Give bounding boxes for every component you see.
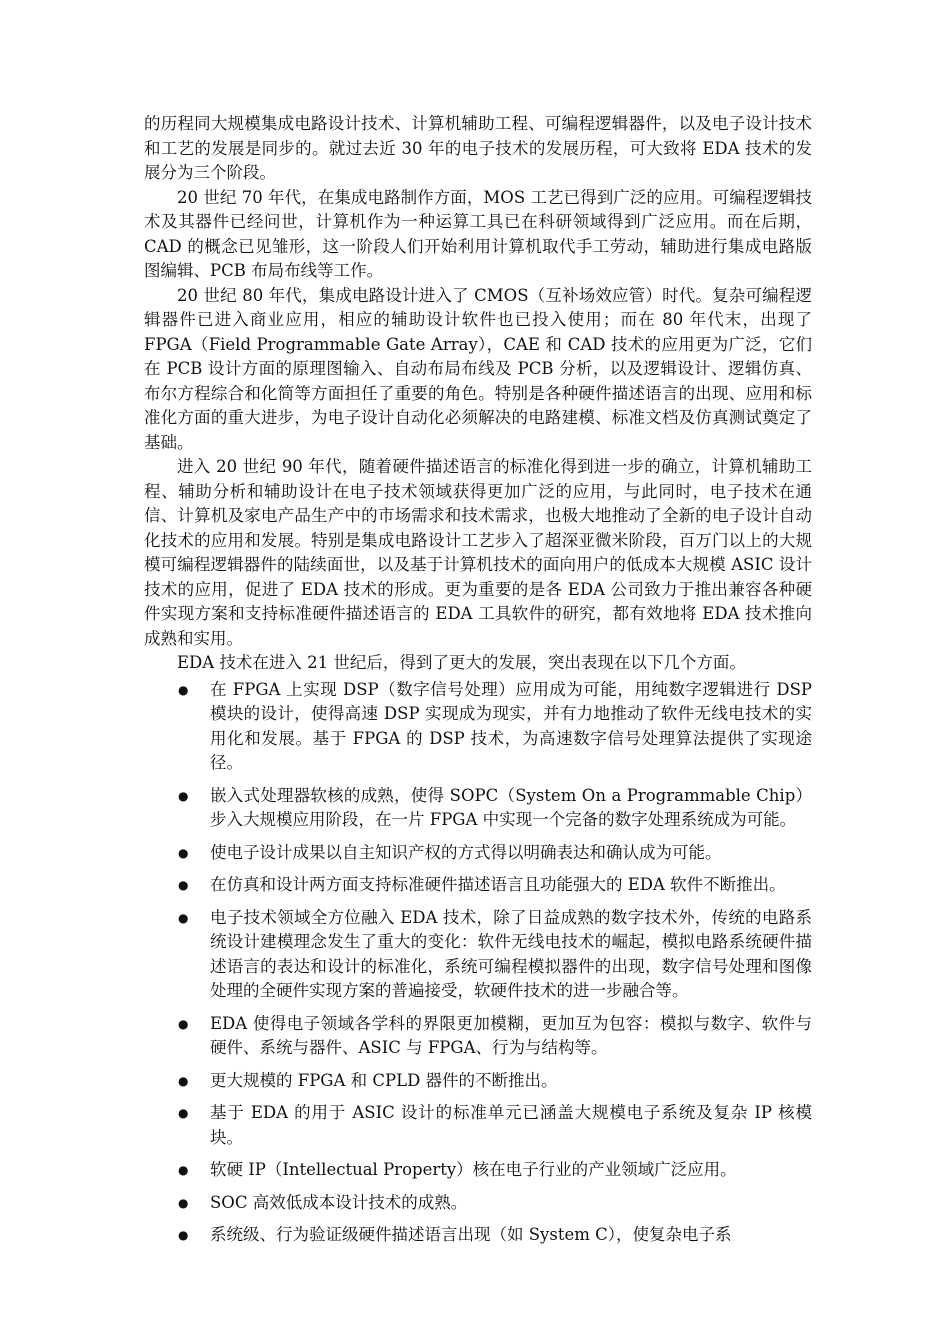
list-item [144, 1158, 812, 1183]
list-item-text: 软硬 IP（Intellectual Property）核在电子行业的产业领域广泛应用。 [210, 1160, 737, 1179]
list-item [144, 873, 812, 898]
paragraph-5: EDA 技术在进入 21 世纪后，得到了更大的发展，突出表现在以下几个方面。 [177, 653, 746, 672]
bullet-icon: ● [178, 1195, 189, 1210]
paragraph-1: 的历程同大规模集成电路设计技术、计算机辅助工程、可编程逻辑器件，以及电子设计技术和工艺的发展是同步的。就过去近 30 年的电子技术的发展历程，可大致将 EDA 技术的发展分为三个阶段。 [144, 114, 812, 182]
list-item-text: 基于 EDA 的用于 ASIC 设计的标准单元已涵盖大规模电子系统及复杂 IP 核模块。 [210, 1103, 812, 1147]
list-item [144, 906, 812, 1004]
bullet-list [144, 678, 812, 1248]
bullet-icon: ● [178, 878, 189, 892]
list-item [144, 784, 812, 833]
list-item [144, 841, 812, 866]
bullet-icon: ● [178, 1073, 189, 1088]
list-item [144, 678, 812, 776]
list-item-text: 嵌入式处理器软核的成熟，使得 SOPC（System On a Programmable Chip）步入大规模应用阶段，在一片 FPGA 中实现一个完备的数字处理系统成为可能。 [210, 785, 812, 829]
list-item [144, 1069, 812, 1094]
bullet-icon: ● [178, 1016, 189, 1031]
paragraph-2: 20 世纪 70 年代，在集成电路制作方面，MOS 工艺已得到广泛的应用。可编程逻辑技术及其器件已经问世，计算机作为一种运算工具已在科研领域得到广泛应用。而在后期，CAD 的概念已见雏形，这一阶段人们开始利用计算机取代手工劳动，辅助进行集成电路版图编辑、PCB 布局布线等工作。 [144, 187, 812, 280]
paragraph-4: 进入 20 世纪 90 年代，随着硬件描述语言的标准化得到进一步的确立，计算机辅助工程、辅助分析和辅助设计在电子技术领域获得更加广泛的应用，与此同时，电子技术在通信、计算机及家电产品生产中的市场需求和技术需求，也极大地推动了全新的电子设计自动化技术的应用和发展。特别是集成电路设计工艺步入了超深亚微米阶段，百万门以上的大规模可编程逻辑器件的陆续面世，以及基于计算机技术的面向用户的低成本大规模 ASIC 设计技术的应用，促进了 EDA 技术的形成。更为重要的是各 EDA 公司致力于推出兼容各种硬件实现方案和支持标准硬件描述语言的 EDA 工具软件的研究，都有效地将 EDA 技术推向成熟和实用。 [144, 457, 812, 648]
bullet-icon: ● [178, 682, 189, 697]
list-item [144, 1223, 812, 1248]
list-item-text: 在 FPGA 上实现 DSP（数字信号处理）应用成为可能，用纯数字逻辑进行 DSP 模块的设计，使得高速 DSP 实现成为现实，并有力地推动了软件无线电技术的实用化和发展。基于 FPGA 的 DSP 技术，为高速数字信号处理算法提供了实现途径。 [210, 679, 812, 772]
bullet-icon: ● [178, 1228, 189, 1242]
list-item [144, 1191, 812, 1216]
list-item-text: SOC 高效低成本设计技术的成熟。 [210, 1192, 468, 1212]
paragraph-3: 20 世纪 80 年代，集成电路设计进入了 CMOS（互补场效应管）时代。复杂可编程逻辑器件已进入商业应用，相应的辅助设计软件也已投入使用；而在 80 年代末，出现了 FPGA（Field Programmable Gate Array），CAE 和 CAD 技术的应用更为广泛，它们在 PCB 设计方面的原理图输入、自动布局布线及 PCB 分析，以及逻辑设计、逻辑仿真、布尔方程综合和化简等方面担任了重要的角色。特别是各种硬件描述语言的出现、应用和标准化方面的重大进步，为电子设计自动化必须解决的电路建模、标准文档及仿真测试奠定了基础。 [144, 285, 812, 452]
list-item-text: 电子技术领域全方位融入 EDA 技术，除了日益成熟的数字技术外，传统的电路系统设计建模理念发生了重大的变化：软件无线电技术的崛起，模拟电路系统硬件描述语言的表达和设计的标准化，系统可编程模拟器件的出现，数字信号处理和图像处理的全硬件实现方案的普遍接受，软硬件技术的进一步融合等。 [210, 907, 812, 1000]
list-item-text: EDA 使得电子领域各学科的界限更加模糊，更加互为包容：模拟与数字、软件与硬件、系统与器件、ASIC 与 FPGA、行为与结构等。 [210, 1013, 812, 1057]
bullet-icon: ● [178, 910, 189, 925]
list-item [144, 1012, 812, 1061]
bullet-icon: ● [178, 1163, 189, 1177]
bullet-icon: ● [178, 788, 189, 803]
document-page [144, 112, 812, 1256]
list-item [144, 1101, 812, 1150]
bullet-icon: ● [178, 1106, 189, 1120]
bullet-icon: ● [178, 845, 189, 860]
list-item-text: 更大规模的 FPGA 和 CPLD 器件的不断推出。 [210, 1070, 558, 1090]
list-item-text: 系统级、行为验证级硬件描述语言出现（如 System C），使复杂电子系 [210, 1225, 732, 1244]
list-item-text: 在仿真和设计两方面支持标准硬件描述语言且功能强大的 EDA 软件不断推出。 [210, 875, 786, 894]
list-item-text: 使电子设计成果以自主知识产权的方式得以明确表达和确认成为可能。 [210, 842, 722, 862]
